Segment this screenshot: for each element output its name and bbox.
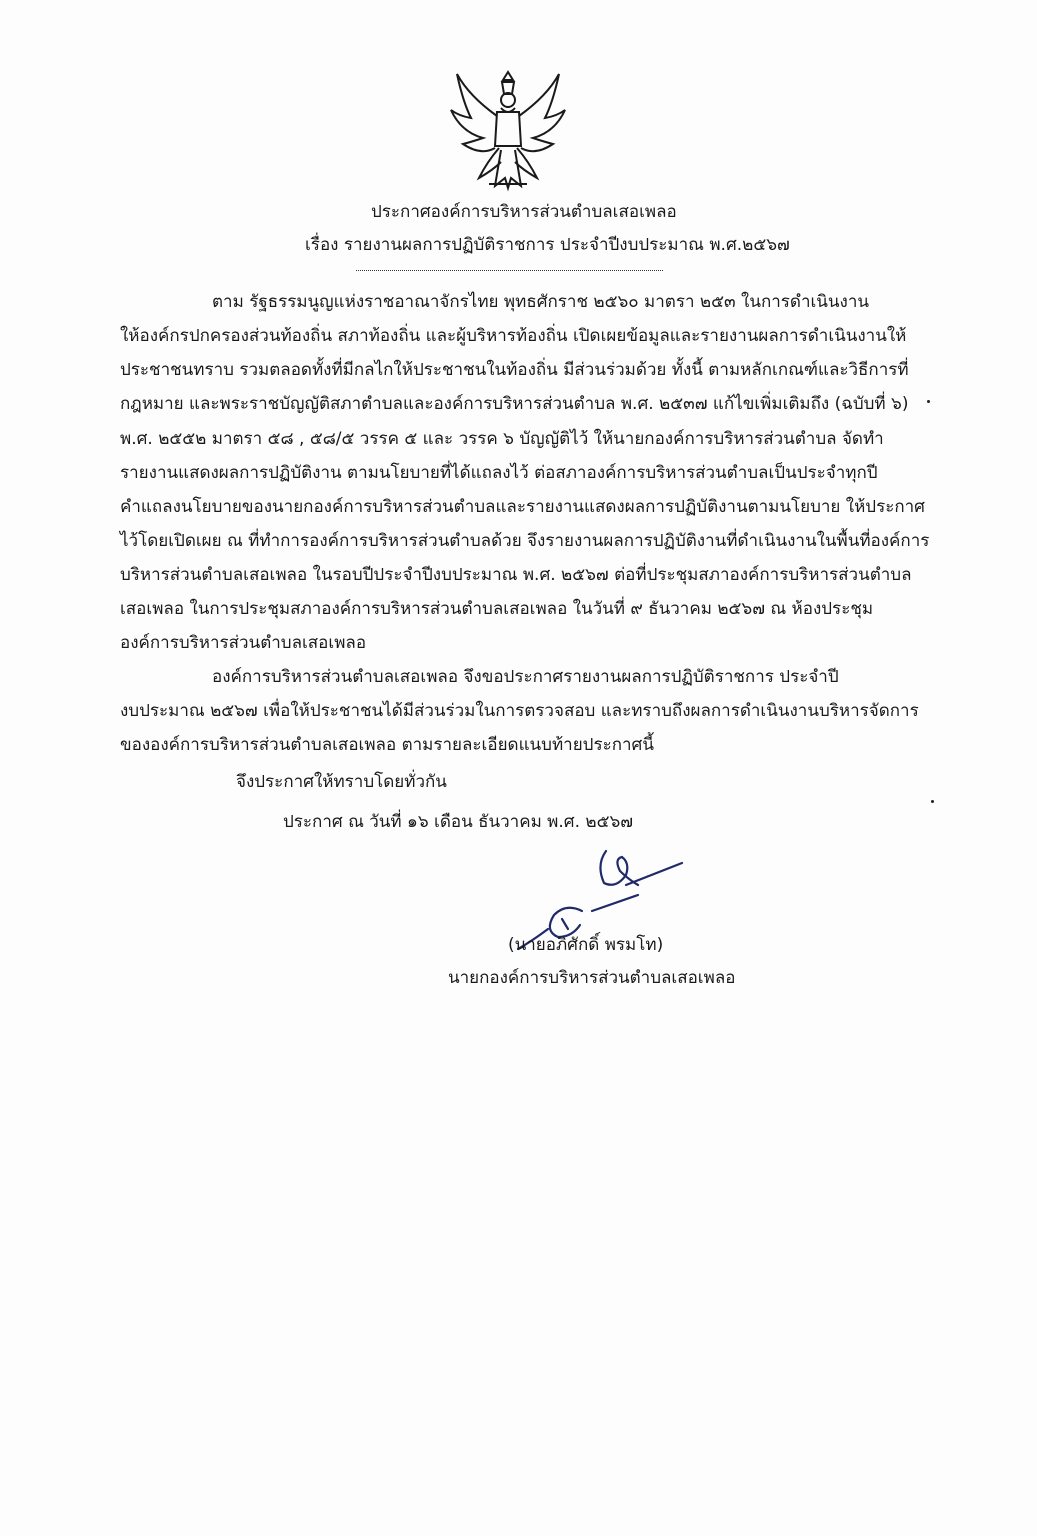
garuda-emblem-icon: [449, 66, 567, 192]
body-line: รายงานแสดงผลการปฏิบัติงาน ตามนโยบายที่ได้แถลงไว้ ต่อสภาองค์การบริหารส่วนตำบลเป็นประจำทุกปี: [120, 463, 878, 483]
announcement-subject: เรื่อง รายงานผลการปฏิบัติราชการ ประจำปีงบประมาณ พ.ศ.๒๕๖๗: [305, 235, 790, 255]
signature-date: ประกาศ ณ วันที่ ๑๖ เดือน ธันวาคม พ.ศ. ๒๕๖๗: [283, 812, 634, 832]
body-line: ไว้โดยเปิดเผย ณ ที่ทำการองค์การบริหารส่วนตำบลด้วย จึงรายงานผลการปฏิบัติงานที่ดำเนินงานในพื้นที่องค์การ: [120, 531, 930, 551]
body-line: ประชาชนทราบ รวมตลอดทั้งที่มีกลไกให้ประชาชนในท้องถิ่น มีส่วนร่วมด้วย ทั้งนี้ ตามหลักเกณฑ์และวิธีการที่: [120, 360, 909, 380]
body-line: บริหารส่วนตำบลเสอเพลอ ในรอบปีประจำปีงบประมาณ พ.ศ. ๒๕๖๗ ต่อที่ประชุมสภาองค์การบริหารส่วนตำบล: [120, 565, 912, 585]
body-line: องค์การบริหารส่วนตำบลเสอเพลอ จึงขอประกาศรายงานผลการปฏิบัติราชการ ประจำปี: [212, 667, 839, 687]
body-line: ตาม รัฐธรรมนูญแห่งราชอาณาจักรไทย พุทธศักราช ๒๕๖๐ มาตรา ๒๕๓ ในการดำเนินงาน: [212, 292, 870, 312]
signatory-position: นายกองค์การบริหารส่วนตำบลเสอเพลอ: [448, 968, 736, 988]
body-line: พ.ศ. ๒๕๕๒ มาตรา ๕๘ , ๕๘/๕ วรรค ๕ และ วรรค ๖ บัญญัติไว้ ให้นายกองค์การบริหารส่วนตำบล จัดทำ: [120, 429, 884, 449]
scan-speck: [927, 400, 930, 403]
body-line: ให้องค์กรปกครองส่วนท้องถิ่น สภาท้องถิ่น และผู้บริหารท้องถิ่น เปิดเผยข้อมูลและรายงานผลการดำเนินงานให้: [120, 326, 907, 346]
announcement-title: ประกาศองค์การบริหารส่วนตำบลเสอเพลอ: [371, 202, 677, 222]
body-line: ขององค์การบริหารส่วนตำบลเสอเพลอ ตามรายละเอียดแนบท้ายประกาศนี้: [120, 735, 654, 755]
body-line: คำแถลงนโยบายของนายกองค์การบริหารส่วนตำบลและรายงานแสดงผลการปฏิบัติงานตามนโยบาย ให้ประกาศ: [120, 497, 925, 517]
closing-line: จึงประกาศให้ทราบโดยทั่วกัน: [236, 772, 447, 792]
scan-speck: [931, 800, 934, 803]
body-line: องค์การบริหารส่วนตำบลเสอเพลอ: [120, 633, 367, 653]
dotted-divider: [356, 270, 663, 271]
body-line: กฎหมาย และพระราชบัญญัติสภาตำบลและองค์การบริหารส่วนตำบล พ.ศ. ๒๕๓๗ แก้ไขเพิ่มเติมถึง (ฉบับที่ ๖): [120, 394, 909, 414]
body-line: งบประมาณ ๒๕๖๗ เพื่อให้ประชาชนได้มีส่วนร่วมในการตรวจสอบ และทราบถึงผลการดำเนินงานบริหารจัดการ: [120, 701, 919, 721]
signatory-name: (นายอภิศักดิ์ พรมโท): [508, 935, 664, 955]
body-line: เสอเพลอ ในการประชุมสภาองค์การบริหารส่วนตำบลเสอเพลอ ในวันที่ ๙ ธันวาคม ๒๕๖๗ ณ ห้องประชุม: [120, 599, 874, 619]
